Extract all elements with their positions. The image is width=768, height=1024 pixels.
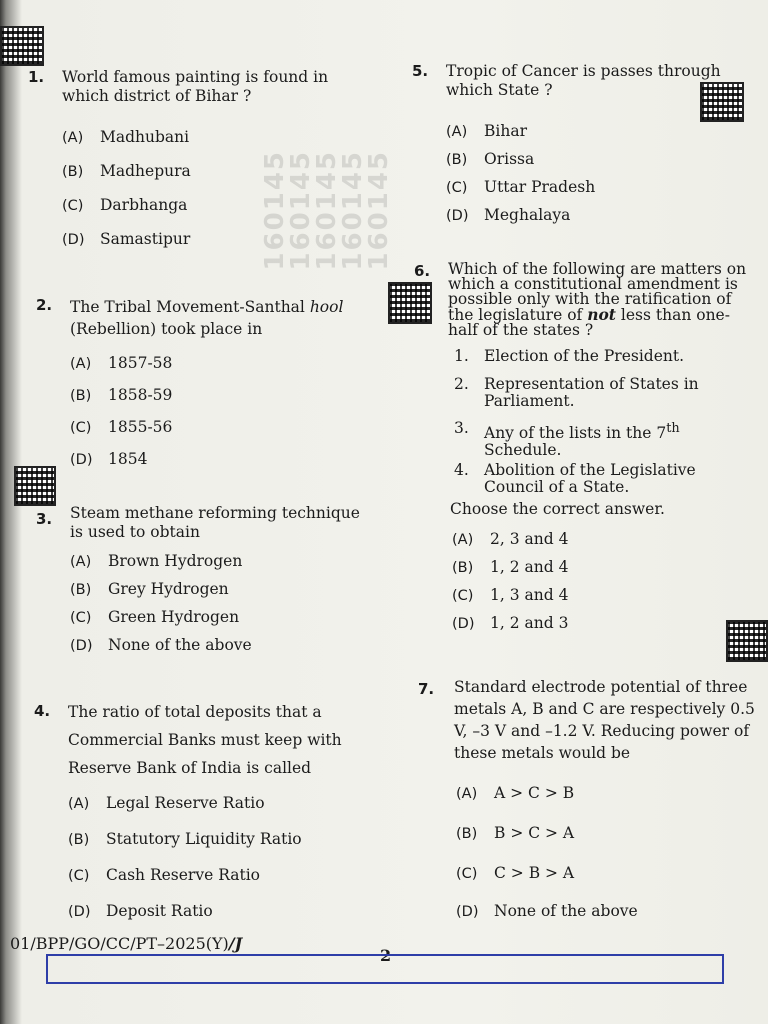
question-number: 5. [412,62,429,80]
option-b[interactable]: (B) 1858-59 [70,386,173,404]
option-a[interactable]: (A) A > C > B [456,784,575,802]
option-c[interactable]: (C) 1855-56 [70,418,173,436]
option-b[interactable]: (B) Grey Hydrogen [70,580,229,598]
footer-frame [46,954,724,984]
option-d[interactable]: (D) None of the above [70,636,252,654]
option-c[interactable]: (C) Uttar Pradesh [446,178,596,196]
option-b[interactable]: (B) B > C > A [456,824,575,842]
question-text: Steam methane reforming technique is used to obtain [70,504,360,541]
option-c[interactable]: (C) Green Hydrogen [70,608,240,626]
option-c[interactable]: (C) C > B > A [456,864,575,882]
option-a[interactable]: (A) Bihar [446,122,527,140]
option-b[interactable]: (B) Statutory Liquidity Ratio [68,830,302,848]
statement-4: 4. Abolition of the Legislative Council of a State. [454,461,696,496]
question-number: 2. [36,296,53,314]
page-number: 2 [380,946,392,965]
option-d[interactable]: (D) Samastipur [62,230,191,248]
paper-code: 01/BPP/GO/CC/PT–2025(Y)/J [10,934,243,953]
option-a[interactable]: (A) Madhubani [62,128,190,146]
option-a[interactable]: (A) Brown Hydrogen [70,552,243,570]
qr-code-icon [728,622,766,660]
option-a[interactable]: (A) 2, 3 and 4 [452,530,569,548]
option-d[interactable]: (D) Meghalaya [446,206,571,224]
option-c[interactable]: (C) Darbhanga [62,196,188,214]
option-d[interactable]: (D) None of the above [456,902,638,920]
qr-code-icon [2,28,42,64]
option-c[interactable]: (C) 1, 3 and 4 [452,586,569,604]
statement-1: 1. Election of the President. [454,347,685,365]
option-d[interactable]: (D) Deposit Ratio [68,902,213,920]
statement-2: 2. Representation of States in Parliament. [454,375,699,410]
qr-code-icon [390,284,430,322]
qr-code-icon [16,468,54,504]
option-a[interactable]: (A) 1857-58 [70,354,173,372]
question-number: 3. [36,510,53,528]
option-d[interactable]: (D) 1854 [70,450,148,468]
statement-3: 3. Any of the lists in the 7th Schedule. [454,419,680,460]
question-text: Which of the following are matters on which a constitutional amendment is possible only with the ratification of the legislature of not less than one-half of the states ? [448,260,747,339]
watermark: 160145 160145 160145 160145 160145 [260,150,394,271]
question-number: 4. [34,702,51,720]
question-number: 1. [28,68,45,86]
question-text: Tropic of Cancer is passes through which State ? [446,62,721,99]
question-text: World famous painting is found in which district of Bihar ? [62,68,329,105]
option-a[interactable]: (A) Legal Reserve Ratio [68,794,265,812]
option-b[interactable]: (B) 1, 2 and 4 [452,558,569,576]
question-text: Standard electrode potential of three metals A, B and C are respectively 0.5 V, –3 V and –1.2 V. Reducing power of these metals would be [454,678,755,762]
question-number: 6. [414,262,431,280]
question-text: The ratio of total deposits that a Commercial Banks must keep with Reserve Bank of India is called [68,703,342,777]
option-b[interactable]: (B) Orissa [446,150,535,168]
question-text: The Tribal Movement-Santhal hool (Rebellion) took place in [70,298,344,338]
question-number: 7. [418,680,435,698]
option-b[interactable]: (B) Madhepura [62,162,191,180]
choose-instruction: Choose the correct answer. [450,500,665,518]
option-d[interactable]: (D) 1, 2 and 3 [452,614,569,632]
option-c[interactable]: (C) Cash Reserve Ratio [68,866,260,884]
